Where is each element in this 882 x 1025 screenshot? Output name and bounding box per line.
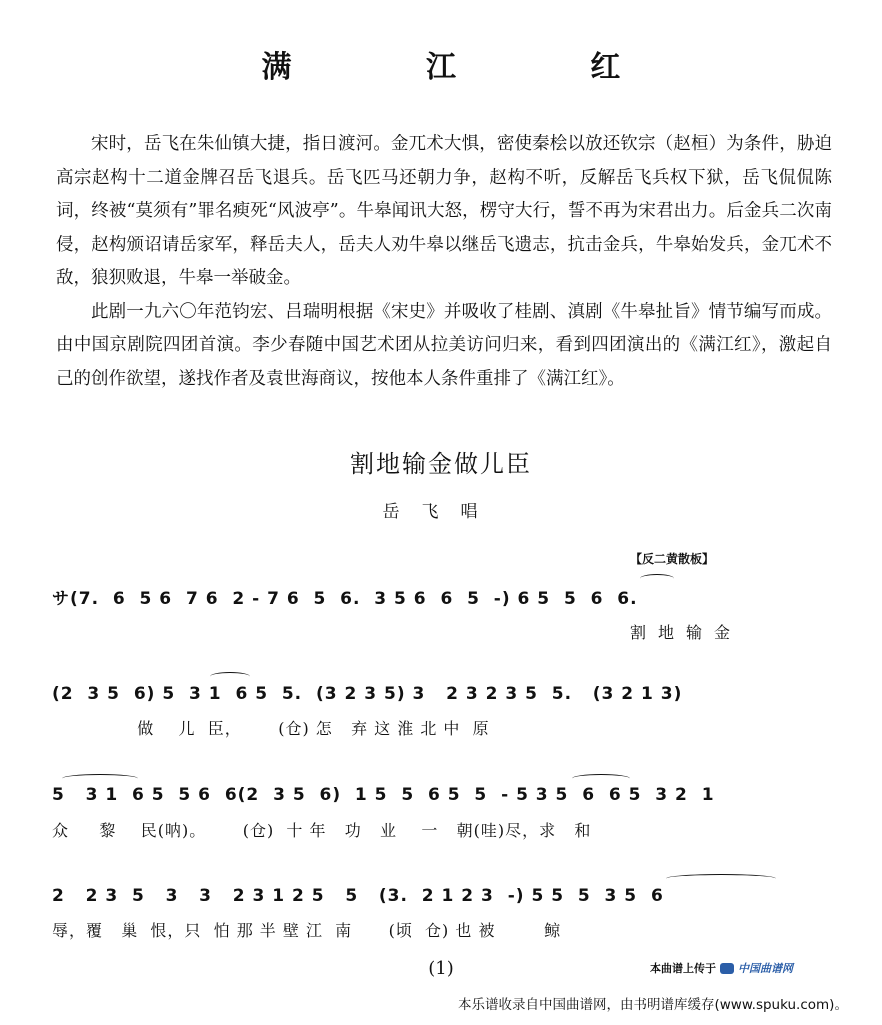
- slur-mark: [572, 774, 630, 783]
- intro-paragraph-2: 此剧一九六〇年范钧宏、吕瑞明根据《宋史》并吸收了桂剧、滇剧《牛皋扯旨》情节编写而成。由中国京剧院四团首演。李少春随中国艺术团从拉美访问归来，看到四团演出的《满江红》，激起自己的创作欲望，遂找作者及袁世海商议，按他本人条件重排了《满江红》。: [56, 301, 832, 389]
- score-row-4-notes: 2 2 3 5 3 3 2 3 1 2 5 5 (3. 2 1 2 3 -) 5 5 5 3 5 6: [52, 886, 664, 906]
- page-number: (1): [428, 958, 454, 979]
- intro-text: [56, 128, 832, 396]
- site-name: 中国曲谱网: [738, 962, 793, 975]
- source-line: 本乐谱收录自中国曲谱网，由书明谱库缓存(www.spuku.com)。: [458, 997, 848, 1013]
- score-row-1-lyrics: 割地输金: [630, 623, 743, 642]
- slur-mark: [666, 874, 776, 883]
- score-row-2-notes: (2 3 5 6) 5 3 1 6 5 5. (3 2 3 5) 3 2 3 2 3 5 5. (3 2 1 3): [52, 684, 683, 704]
- score-row-4-lyrics: 辱，覆 巢 恨，只 怕 那 半 壁 江 南 (顷 仓) 也 被 鲸: [52, 921, 562, 940]
- score-row-1-notes: サ(7. 6 5 6 7 6 2 - 7 6 5 6. 3 5 6 6 5 -) 6 5 5 6 6.: [52, 589, 638, 609]
- upload-label: 本曲谱上传于: [650, 962, 716, 975]
- intro-paragraph-1: 宋时，岳飞在朱仙镇大捷，指日渡河。金兀术大惧，密使秦桧以放还钦宗（赵桓）为条件，胁迫高宗赵构十二道金牌召岳飞退兵。岳飞匹马还朝力争，赵构不听，反解岳飞兵权下狱，岳飞侃侃陈词，终被“莫须有”罪名瘐死“风波亭”。牛皋闻讯大怒，楞守大行，誓不再为宋君出力。后金兵二次南侵，赵构颁诏请岳家军，释岳夫人，岳夫人劝牛皋以继岳飞遗志，抗击金兵，牛皋始发兵，金兀术不敌，狼狈败退，牛皋一举破金。: [56, 134, 832, 288]
- mode-label: 【反二黄散板】: [630, 552, 715, 566]
- score-row-3-lyrics: 众 黎 民(呐)。 (仓) 十 年 功 业 一 朝(哇)尽，求 和: [52, 821, 592, 840]
- aria-title: 割地输金做儿臣: [350, 450, 532, 478]
- upload-credit: [650, 960, 793, 976]
- score-row-2-lyrics: 做 儿 臣， (仓) 怎 弃 这 淮 北 中 原: [52, 719, 490, 738]
- score-row-3-notes: 5 3 1 6 5 5 6 6(2 3 5 6) 1 5 5 6 5 5 - 5 3 5 6 6 5 3 2 1: [52, 785, 715, 805]
- site-logo-icon: [720, 963, 734, 974]
- slur-mark: [62, 774, 138, 783]
- page-title: 满 江 红: [261, 50, 683, 85]
- slur-mark: [640, 574, 674, 583]
- slur-mark: [210, 672, 250, 681]
- singer-credit: 岳飞唱: [382, 502, 500, 522]
